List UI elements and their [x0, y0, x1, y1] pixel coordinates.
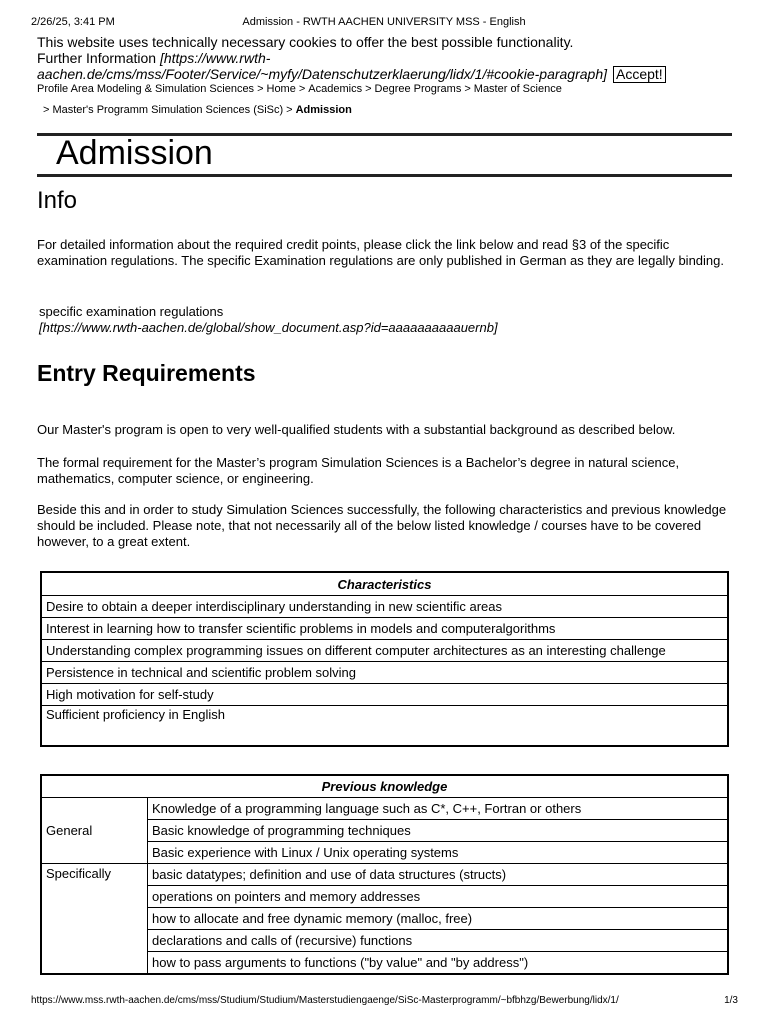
breadcrumb-academics[interactable]: Academics [308, 83, 363, 95]
cookie-policy-link[interactable]: [https://www.rwth- [159, 50, 271, 66]
table-row: High motivation for self-study [41, 684, 728, 706]
entry-paragraph-1: Our Master's program is open to very well-qualified students with a substantial background as described below. [37, 422, 676, 437]
cookie-notice [37, 34, 697, 83]
breadcrumb-current: Admission [295, 104, 352, 116]
cookie-policy-link-continued[interactable]: aachen.de/cms/mss/Footer/Service/~myfy/Datenschutzerklaerung/lidx/1/#cookie-paragraph] [37, 66, 607, 82]
print-page-number: 1/3 [724, 995, 738, 1006]
breadcrumb-master-of-science[interactable]: Master of Science [473, 83, 562, 95]
table-row: Knowledge of a programming language such as C*, C++, Fortran or others [148, 798, 729, 820]
title-rule-bottom [37, 174, 732, 177]
entry-requirements-heading: Entry Requirements [37, 360, 256, 386]
regulations-link-block [39, 304, 498, 336]
breadcrumb-sisc-program[interactable]: Master's Programm Simulation Sciences (SiSc) [52, 104, 284, 116]
general-category-label: General [41, 798, 148, 864]
breadcrumb [37, 83, 562, 96]
breadcrumb-separator: > [365, 83, 372, 95]
breadcrumb-separator: > [43, 104, 50, 116]
table-row: Interest in learning how to transfer scientific problems in models and computeralgorithms [41, 618, 728, 640]
characteristics-header: Characteristics [41, 572, 728, 596]
breadcrumb-profile-area[interactable]: Profile Area Modeling & Simulation Sciences [37, 83, 255, 95]
breadcrumb-degree-programs[interactable]: Degree Programs [374, 83, 462, 95]
table-row: how to pass arguments to functions ("by value" and "by address") [148, 952, 729, 975]
table-row: Basic knowledge of programming techniques [148, 820, 729, 842]
regulations-link-url[interactable]: [https://www.rwth-aachen.de/global/show_document.asp?id=aaaaaaaaaauernb] [39, 320, 498, 335]
info-text: For detailed information about the required credit points, please click the link below and read §3 of the specific examination regulations. The specific Examination regulations are only published in German as they are legally binding. [37, 237, 724, 268]
breadcrumb-separator: > [257, 83, 264, 95]
table-row: how to allocate and free dynamic memory (malloc, free) [148, 908, 729, 930]
accept-cookies-button[interactable]: Accept! [613, 66, 666, 83]
previous-knowledge-header: Previous knowledge [41, 775, 728, 798]
table-row: Persistence in technical and scientific problem solving [41, 662, 728, 684]
print-page-title: Admission - RWTH AACHEN UNIVERSITY MSS - English [242, 16, 526, 28]
cookie-further-label: Further Information [37, 50, 157, 66]
breadcrumb-separator: > [286, 104, 293, 116]
table-row: Basic experience with Linux / Unix operating systems [148, 842, 729, 864]
table-row: Understanding complex programming issues on different computer architectures as an interesting challenge [41, 640, 728, 662]
print-footer-url: https://www.mss.rwth-aachen.de/cms/mss/Studium/Studium/Masterstudiengaenge/SiSc-Masterprogramm/~bfbhzg/Bewerbung/lidx/1/ [31, 995, 619, 1006]
table-row: basic datatypes; definition and use of data structures (structs) [148, 864, 729, 886]
characteristics-table [40, 571, 729, 747]
breadcrumb-line-2 [40, 104, 352, 117]
cookie-text: This website uses technically necessary cookies to offer the best possible functionality. [37, 34, 574, 50]
print-datetime: 2/26/25, 3:41 PM [31, 16, 115, 28]
table-row: operations on pointers and memory addresses [148, 886, 729, 908]
table-row: declarations and calls of (recursive) functions [148, 930, 729, 952]
page-title: Admission [56, 134, 213, 172]
entry-paragraph-3: Beside this and in order to study Simulation Sciences successfully, the following characteristics and previous knowledge should be included. Please note, that not necessarily all of the below listed knowledge / courses have to be covered however, to a great extent. [37, 502, 727, 549]
entry-paragraph-2: The formal requirement for the Master’s program Simulation Sciences is a Bachelor’s degree in natural science, mathematics, computer science, or engineering. [37, 455, 680, 486]
specific-category-label: Specifically [41, 864, 148, 975]
regulations-link[interactable]: specific examination regulations [39, 304, 224, 319]
breadcrumb-separator: > [464, 83, 471, 95]
breadcrumb-separator: > [298, 83, 306, 95]
previous-knowledge-table [40, 774, 729, 975]
breadcrumb-home[interactable]: Home [266, 83, 296, 95]
table-row: Sufficient proficiency in English [41, 706, 728, 747]
table-row: Desire to obtain a deeper interdisciplinary understanding in new scientific areas [41, 596, 728, 618]
info-heading: Info [37, 187, 78, 214]
